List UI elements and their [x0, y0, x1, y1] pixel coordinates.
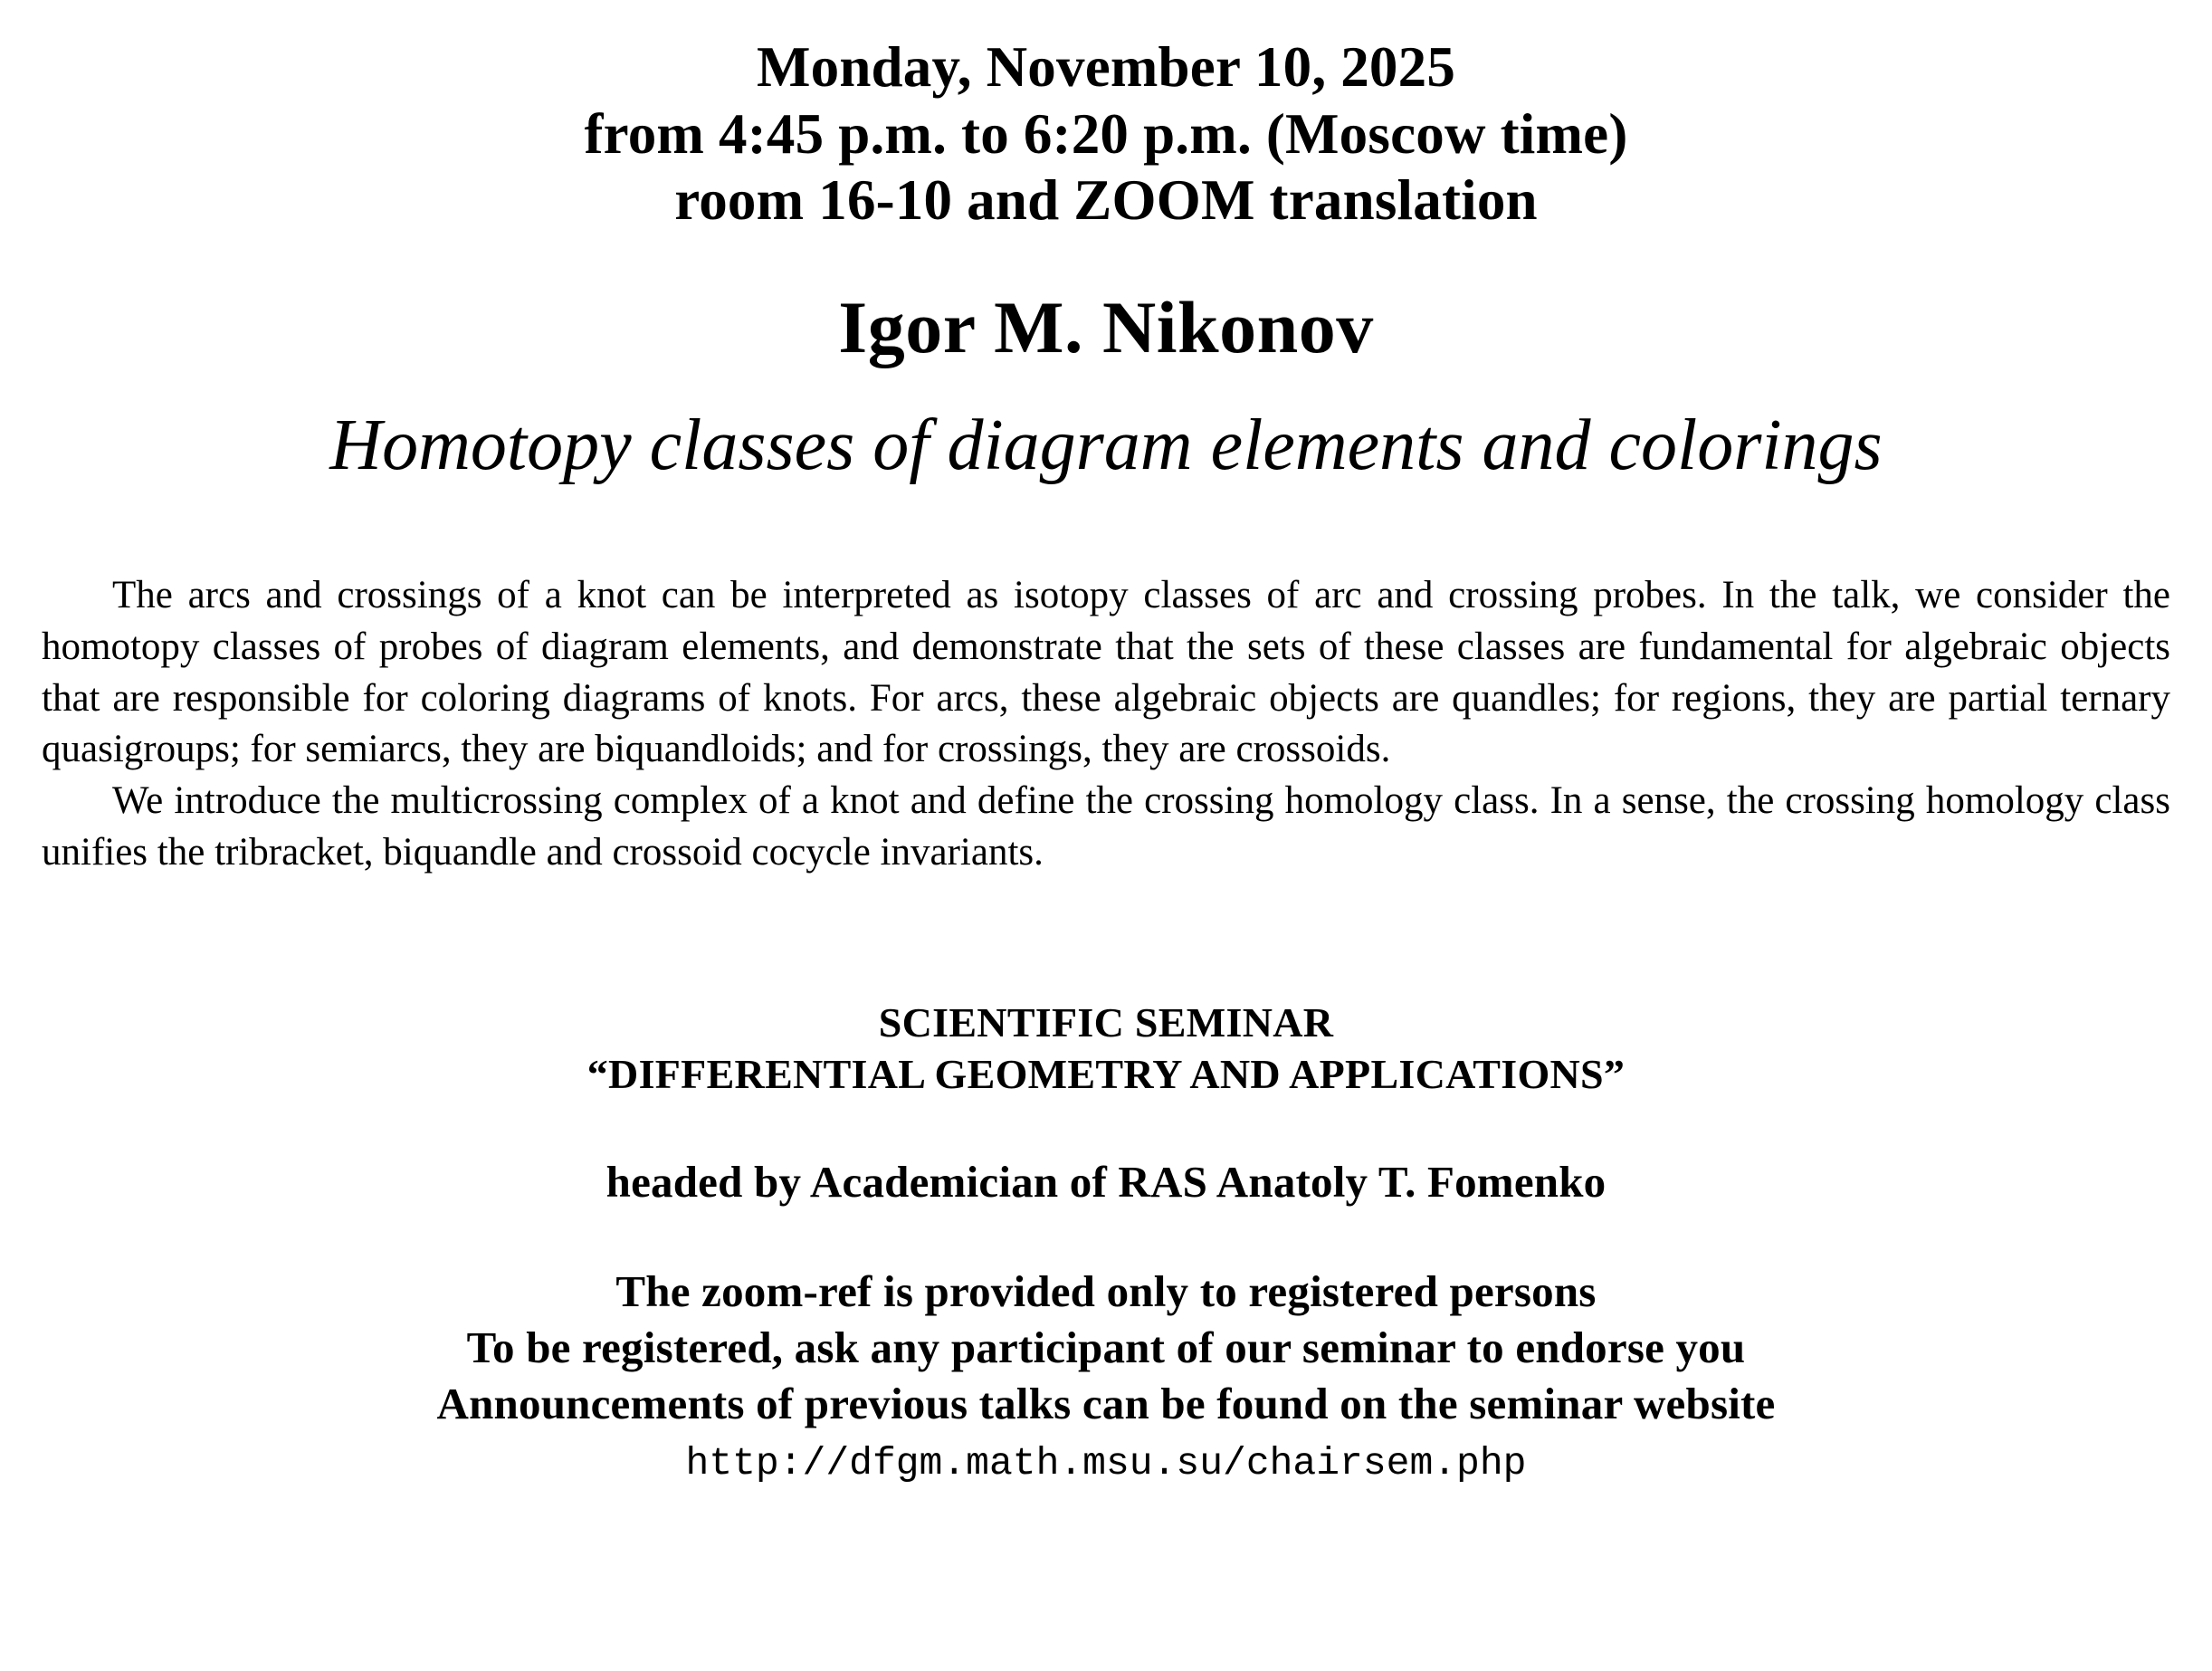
- note-line-3: Announcements of previous talks can be found on the seminar website: [436, 1379, 1776, 1429]
- footer: [33, 997, 2179, 1486]
- abstract-paragraph-1: The arcs and crossings of a knot can be interpreted as isotopy classes of arc and crossing probes. In the talk, we consider the homotopy classes of probes of diagram elements, and demonstrate that the sets of these classes are fundamental for algebraic objects that are responsible for coloring diagrams of knots. For arcs, these algebraic objects are quandles; for regions, they are partial ternary quasigroups; for semiarcs, they are biquandloids; and for crossings, they are crossoids.: [42, 574, 2170, 771]
- note-line-1: The zoom-ref is provided only to registered persons: [615, 1265, 1597, 1316]
- seminar-title-line-1: SCIENTIFIC SEMINAR: [878, 998, 1334, 1046]
- note-line-2: To be registered, ask any participant of our seminar to endorse you: [466, 1322, 1746, 1372]
- registration-notes: [33, 1264, 2179, 1433]
- seminar-head: headed by Academician of RAS Anatoly T. Fomenko: [605, 1156, 1607, 1207]
- abstract: [33, 570, 2179, 879]
- event-date: Monday, November 10, 2025: [756, 35, 1456, 99]
- speaker-name: Igor M. Nikonov: [838, 286, 1374, 369]
- event-location: room 16-10 and ZOOM translation: [674, 168, 1538, 233]
- seminar-title: [33, 997, 2179, 1100]
- event-header: [33, 34, 2179, 234]
- event-time: from 4:45 p.m. to 6:20 p.m. (Moscow time): [584, 101, 1628, 166]
- seminar-website-link[interactable]: http://dfgm.math.msu.su/chairsem.php: [685, 1441, 1527, 1486]
- talk-title: Homotopy classes of diagram elements and colorings: [329, 406, 1883, 486]
- seminar-title-line-2: “DIFFERENTIAL GEOMETRY AND APPLICATIONS”: [586, 1050, 1626, 1097]
- abstract-paragraph-2: We introduce the multicrossing complex of a knot and define the crossing homology class. In a sense, the crossing homology class unifies the tribracket, biquandle and crossoid cocycle invariants.: [42, 779, 2170, 874]
